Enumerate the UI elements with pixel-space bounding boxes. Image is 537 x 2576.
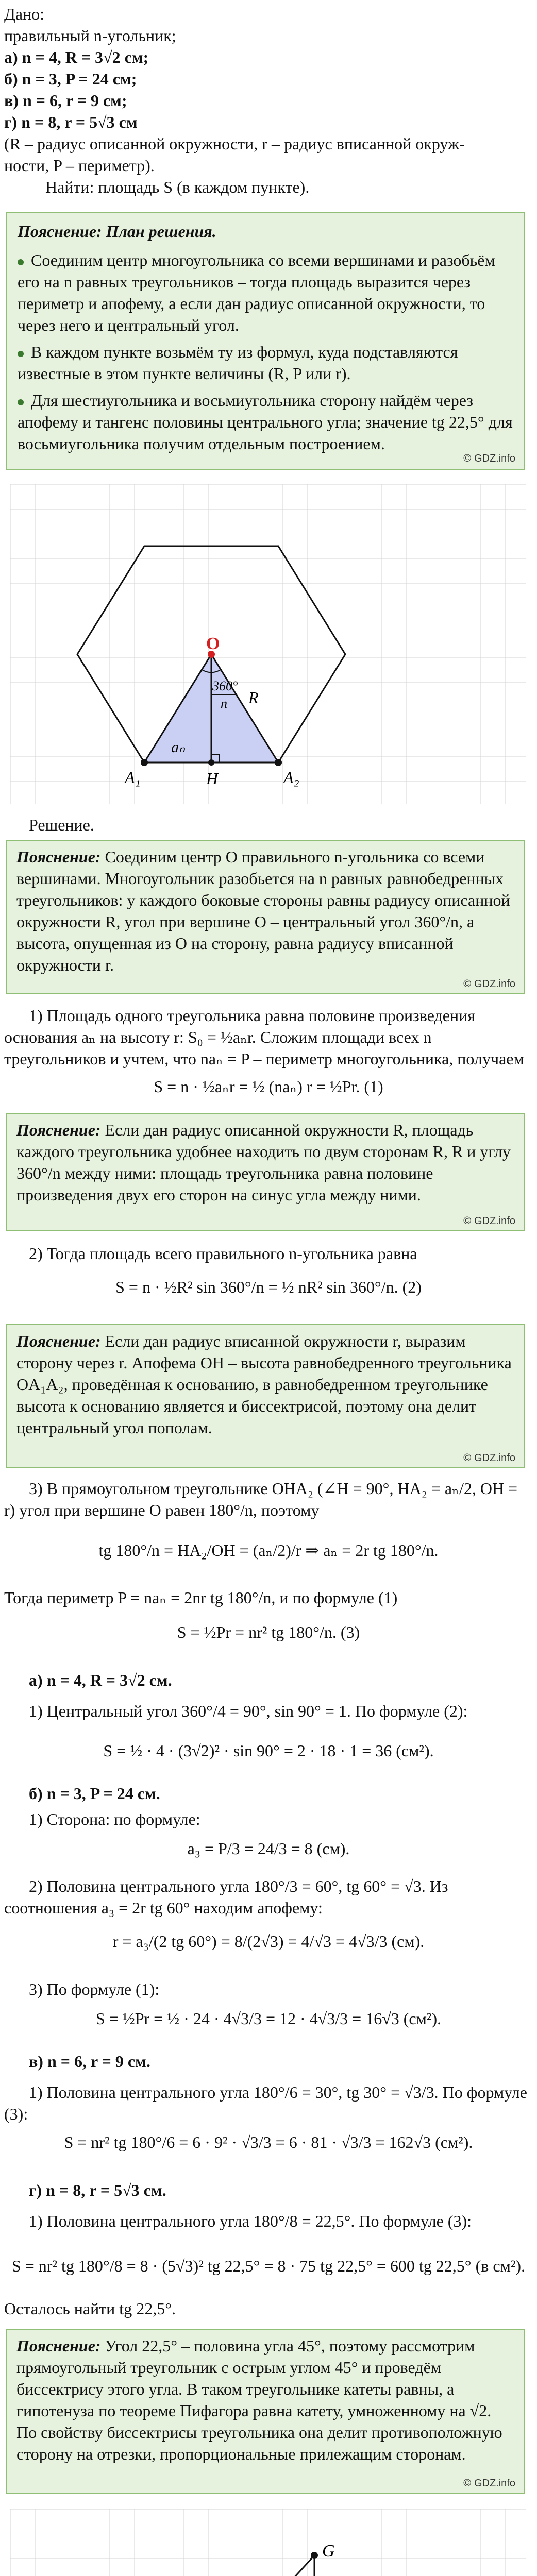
given-block [4,3,530,198]
part-v-formula: S = nr² tg 180°/6 = 6 · 9² · √3/3 = 6 · 81 · √3/3 = 162√3 (см²). [64,2133,473,2151]
gdz-watermark: © GDZ.info [463,1452,515,1464]
plan-box [6,212,525,470]
given-line: г) n = 8, r = 5√3 см [4,113,138,131]
explanation-box [6,1324,525,1468]
formula-4: S = ½Pr = nr² tg 180°/n. (3) [177,1623,360,1641]
explanation-body: Если дан радиус вписанной окружности r, выразим сторону через r. Апофема OH – высота равнобедренного треугольника OA₁A₂, проведённая к основанию, в равнобедренном треугольнике высота к основанию является и биссектрисой, поэтому она делит центральный угол пополам. [16,1332,512,1437]
label-an: aₙ [171,739,185,756]
vertex-point [141,759,148,766]
plan-bullet-text: В каждом пункте возьмём ту из формул, куда подставляются известные в этом пункте величины (R, P или r). [18,343,458,383]
triangle-svg [10,2509,526,2576]
plan-bullet [18,249,513,336]
hexagon-svg [10,484,526,804]
explanation-title: Пояснение: [16,1332,101,1350]
formula-1: S = n · ½aₙr = ½ (naₙ) r = ½Pr. (1) [154,1077,383,1096]
triangle-figure [10,2509,526,2576]
part-b-step: 2) Половина центрального угла 180°/3 = 60°, tg 60° = √3. Из соотношения a₃ = 2r tg 60° находим апофему: [4,1877,448,1917]
explanation-box [6,1113,525,1231]
solution-title: Решение. [29,816,94,834]
part-b-heading: б) n = 3, P = 24 см. [29,1784,160,1803]
find-line: Найти: площадь S (в каждом пункте). [45,178,310,196]
part-b-step: 1) Сторона: по формуле: [29,1810,200,1828]
part-b-formula: a₃ = P/3 = 24/3 = 8 (см). [187,1839,350,1858]
explanation-body: Соединим центр O правильного n-угольника со всеми вершинами. Многоугольник разобьется на n равных равнобедренных треугольников: у каждого боковые стороны равны радиусу описанной окружности R, угол при вершине O – центральный угол 360°/n, а высота, опущенная из O на сторону, равна радиусу вписанной окружности r. [16,848,510,974]
explanation-text [16,1119,514,1206]
grid-background [10,2509,526,2576]
foot-point [208,759,214,766]
label-A2: A₂ [283,768,299,787]
part-v-heading: в) n = 6, r = 9 см. [29,2052,150,2071]
part-a-heading: а) n = 4, R = 3√2 см. [29,1671,172,1689]
label-n: n [221,696,227,711]
given-line: в) n = 6, r = 9 см; [4,91,127,110]
plan-bullet [18,389,513,454]
part-a-formula: S = ½ · 4 · (3√2)² · sin 90° = 2 · 18 · 1 = 36 (см²). [103,1741,434,1760]
part-g-heading: г) n = 8, r = 5√3 см. [29,2181,166,2199]
hexagon-figure [10,484,526,804]
given-line: а) n = 4, R = 3√2 см; [4,48,149,66]
part-g-step: 1) Половина центрального угла 180°/8 = 22,5°. По формуле (3): [29,2212,472,2230]
part-b-step: 3) По формуле (1): [29,1980,160,1998]
gdz-watermark: © GDZ.info [463,978,515,990]
explanation-box [6,840,525,994]
label-G: G [322,2541,335,2561]
part-g-formula: S = nr² tg 180°/8 = 8 · (5√3)² tg 22,5° = 8 · 75 tg 22,5° = 600 tg 22,5° (в см²). [11,2257,526,2275]
step-3: 3) В прямоугольном треугольнике OHA₂ (∠H = 90°, HA₂ = aₙ/2, OH = r) угол при вершине O равен 180°/n, поэтому [4,1479,518,1519]
bullet-icon [18,259,24,265]
explanation-title: Пояснение: [16,1121,101,1139]
formula-3: tg 180°/n = HA₂/OH = (aₙ/2)/r ⇒ aₙ = 2r tg 180°/n. [98,1541,439,1560]
gdz-watermark: © GDZ.info [463,453,515,465]
vertex-point [311,2552,318,2559]
part-b-formula: r = a₃/(2 tg 60°) = 8/(2√3) = 4/√3 = 4√3/3 (см). [112,1932,425,1951]
part-b-formula: S = ½Pr = ½ · 24 · 4√3/3 = 12 · 4√3/3 = 16√3 (см²). [95,2009,442,2028]
step-3b: Тогда периметр P = naₙ = 2nr tg 180°/n, и по формуле (1) [4,1588,398,1607]
step-1: 1) Площадь одного треугольника равна половине произведения основания aₙ на высоту r: S₀ = ½aₙr. Сложим площади всех n треугольников и учтем, что naₙ = P – периметр многоугольника, получаем [4,1006,524,1068]
vertex-point [275,759,282,766]
label-H: H [206,769,219,788]
label-angle: 360° [212,679,238,693]
given-line: (R – радиус описанной окружности, r – радиус вписанной окруж- [4,134,465,153]
formula-2: S = n · ½R² sin 360°/n = ½ nR² sin 360°/n. (2) [115,1278,422,1296]
gdz-watermark: © GDZ.info [463,1215,515,1227]
explanation-text [16,1330,514,1438]
given-line: б) n = 3, P = 24 см; [4,70,137,88]
part-v-step: 1) Половина центрального угла 180°/6 = 30°, tg 30° = √3/3. По формуле (3): [4,2083,527,2123]
explanation-text [16,2335,514,2465]
label-R: R [248,688,259,707]
plan-bullet-text: Для шестиугольника и восьмиугольника сторону найдём через апофему и тангенс половины центрального угла; значение tg 22,5° для восьмиугольника получим отдельным построением. [18,391,513,453]
explanation-title: Пояснение: [16,848,101,866]
plan-bullet-text: Соединим центр многоугольника со всеми вершинами и разобьём его на n равных треугольников – тогда площадь выразится через периметр и апофему, а если дан радиус описанной окружности, то через него и центральный угол. [18,251,495,334]
explanation-body: Если дан радиус описанной окружности R, площадь каждого треугольника удобнее находить по двум сторонам R, R и углу 360°/n между ними: площадь треугольника равна половине произведения двух его сторон на синус угла между ними. [16,1121,511,1204]
label-O: O [206,634,220,653]
plan-title: Пояснение: План решения. [18,222,216,241]
explanation-title: Пояснение: [16,2336,101,2355]
plan-bullet [18,341,513,384]
given-label: Дано: [4,5,45,23]
label-A1: A₁ [125,768,141,787]
bullet-icon [18,351,24,357]
bullet-icon [18,399,24,405]
given-line: ности, P – периметр). [4,156,155,175]
explanation-box [6,2329,525,2494]
explanation-body: Угол 22,5° – половина угла 45°, поэтому рассмотрим прямоугольный треугольник с острым углом 45° и проведём биссектрису этого угла. В таком треугольнике катеты равны, а гипотенуза по теореме Пифагора равна катету, умноженному на √2. По свойству биссектрисы треугольника она делит противоположную сторону на отрезки, пропорциональные прилежащим сторонам. [16,2336,502,2463]
given-line: правильный n-угольник; [4,26,176,45]
gdz-watermark: © GDZ.info [463,2478,515,2489]
part-a-step: 1) Центральный угол 360°/4 = 90°, sin 90° = 1. По формуле (2): [29,1702,468,1720]
explanation-text [16,846,514,976]
part-g-rest: Осталось найти tg 22,5°. [4,2299,176,2318]
step-2: 2) Тогда площадь всего правильного n-угольника равна [29,1244,417,1263]
